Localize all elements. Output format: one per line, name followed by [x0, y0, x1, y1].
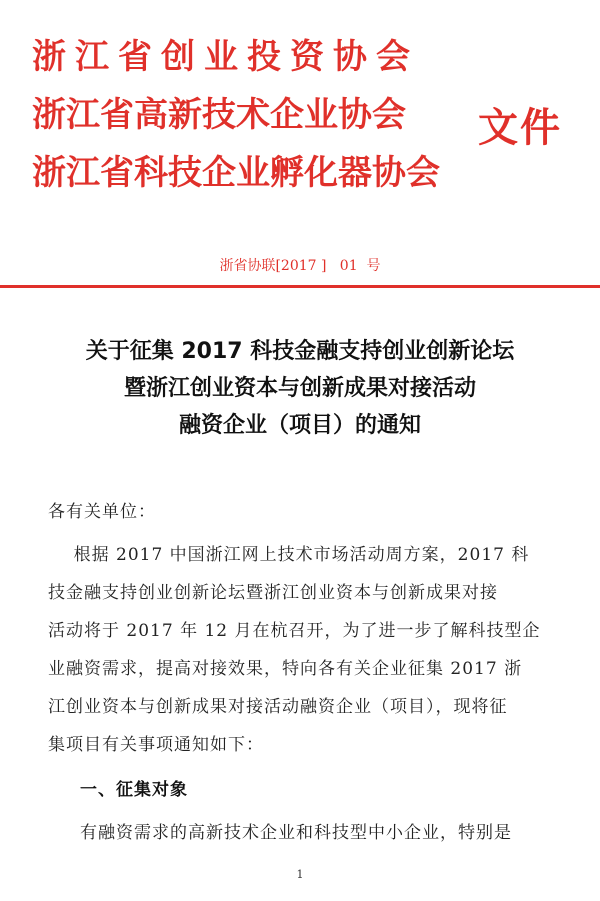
issuer-name: 浙江省高新技术企业协会 — [32, 95, 406, 135]
notice-title — [0, 333, 600, 444]
title-line: 关于征集 2017 科技金融支持创业创新论坛 — [85, 339, 515, 364]
paragraph-line: 技金融支持创业创新论坛暨浙江创业资本与创新成果对接 — [48, 583, 498, 603]
issuer-name: 浙江省创业投资协会 — [32, 37, 419, 77]
page-number: 1 — [296, 868, 304, 881]
paragraph-line: 活动将于 2017 年 12 月在杭召开，为了进一步了解科技型企 — [48, 621, 541, 641]
document-type-label: 文件 — [478, 105, 562, 151]
red-divider-line — [0, 285, 600, 288]
document-number: 浙省协联[2017 ] 01 号 — [219, 258, 381, 274]
title-line: 融资企业（项目）的通知 — [178, 413, 421, 438]
paragraph-line: 业融资需求，提高对接效果，特向各有关企业征集 2017 浙 — [48, 659, 523, 679]
body-paragraph — [48, 536, 568, 764]
issuer-name: 浙江省科技企业孵化器协会 — [32, 153, 440, 193]
section-heading: 一、征集对象 — [80, 780, 188, 800]
paragraph-line: 集项目有关事项通知如下： — [48, 735, 264, 755]
issuer-block — [32, 28, 502, 202]
salutation: 各有关单位： — [48, 502, 156, 522]
paragraph-line: 根据 2017 中国浙江网上技术市场活动周方案，2017 科 — [48, 545, 530, 565]
title-line: 暨浙江创业资本与创新成果对接活动 — [123, 376, 476, 401]
section-text: 有融资需求的高新技术企业和科技型中小企业，特别是 — [80, 823, 512, 843]
paragraph-line: 江创业资本与创新成果对接活动融资企业（项目），现将征 — [48, 697, 508, 717]
